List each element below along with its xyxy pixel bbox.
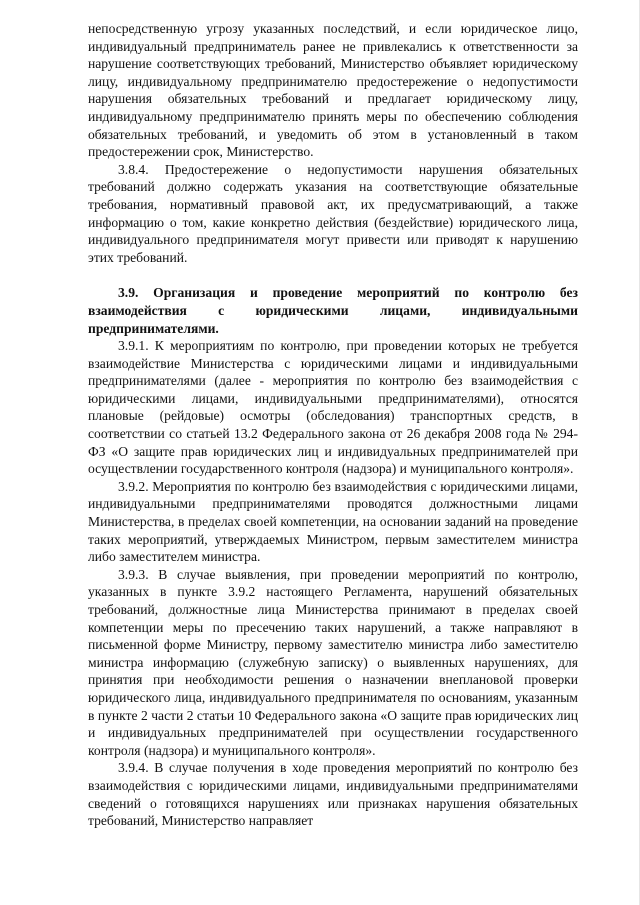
paragraph-3-9-4: 3.9.4. В случае получения в ходе проведения мероприятий по контролю без взаимодействия с юридическими лицами, индивидуальными предпринимателями сведений о готовящихся нарушениях или признаках нарушения обязательных требований, Министерство направляет (88, 760, 578, 829)
paragraph-3-9-1: 3.9.1. К мероприятиям по контролю, при проведении которых не требуется взаимодействие Министерства с юридическими лицами и индивидуальными предпринимателями (далее - мероприятия по контролю без взаимодействия с юридическими лицами, индивидуальными предпринимателями), относятся плановые (рейдовые) осмотры (обследования) транспортных средств, в соответствии со статьей 13.2 Федерального закона от 26 декабря 2008 года № 294-ФЗ «О защите прав юридических лиц и индивидуальных предпринимателей при осуществлении государственного контроля (надзора) и муниципального контроля». (88, 338, 578, 477)
paragraph-continuation: непосредственную угрозу указанных последствий, и если юридическое лицо, индивидуальный предприниматель ранее не привлекались к ответственности за нарушение соответствующих требований, Министерство объявляет юридическому лицу, индивидуальному предпринимателю предостережение о недопустимости нарушения обязательных требований и предлагает юридическому лицу, индивидуальному предпринимателю принять меры по обеспечению соблюдения обязательных требований, и уведомить об этом в установленный в таком предостережении срок, Министерство. (88, 21, 578, 160)
paragraph-3-9-3: 3.9.3. В случае выявления, при проведении мероприятий по контролю, указанных в пункте 3.9.2 настоящего Регламента, нарушений обязательных требований, должностные лица Министерства принимают в пределах своей компетенции меры по пресечению таких нарушений, а также направляют в письменной форме Министру, первому заместителю министра либо заместителю министра информацию (служебную записку) о выявленных нарушениях, для принятия при необходимости решения о назначении внеплановой проверки юридического лица, индивидуального предпринимателя по основаниям, указанным в пункте 2 части 2 статьи 10 Федерального закона «О защите прав юридических лиц и индивидуальных предпринимателей при осуществлении государственного контроля (надзора) и муниципального контроля». (88, 566, 578, 758)
document-page (88, 20, 578, 830)
section-heading-3-9: 3.9. Организация и проведение мероприятий по контролю без взаимодействия с юридическими лицами, индивидуальными предпринимателями. (88, 285, 578, 336)
paragraph-3-8-4: 3.8.4. Предостережение о недопустимости нарушения обязательных требований должно содержать указания на соответствующие обязательные требования, нормативный правовой акт, их предусматривающий, а также информацию о том, какие конкретно действия (бездействие) юридического лица, индивидуального предпринимателя могут привести или приводят к нарушению этих требований. (88, 161, 578, 265)
section-gap (88, 266, 578, 284)
paragraph-3-9-2: 3.9.2. Мероприятия по контролю без взаимодействия с юридическими лицами, индивидуальными предпринимателями проводятся должностными лицами Министерства, в пределах своей компетенции, на основании заданий на проведение таких мероприятий, утверждаемых Министром, первым заместителем министра либо заместителем министра. (88, 478, 578, 565)
